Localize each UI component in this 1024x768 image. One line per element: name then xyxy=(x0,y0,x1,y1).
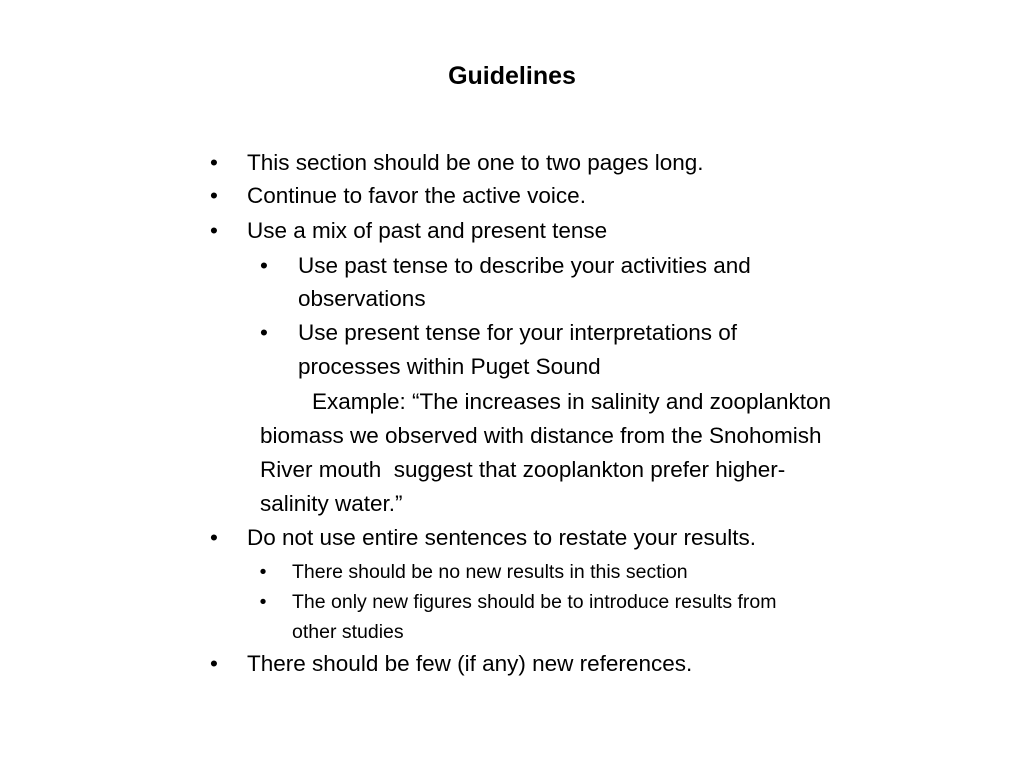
bullet-icon: • xyxy=(260,320,268,345)
bullet-text: Use present tense for your interpretations of xyxy=(298,320,737,345)
bullet-text: Use past tense to describe your activities and xyxy=(298,253,751,278)
bullet-text: observations xyxy=(298,286,426,311)
bullet-text: processes within Puget Sound xyxy=(298,354,601,379)
bullet-text: This section should be one to two pages long. xyxy=(247,150,704,175)
bullet-icon: • xyxy=(210,218,218,243)
bullet-text: There should be few (if any) new references. xyxy=(247,651,693,676)
bullet-text: There should be no new results in this section xyxy=(292,561,688,583)
bullet-text: other studies xyxy=(292,621,404,643)
example-text: Example: “The increases in salinity and zooplankton xyxy=(312,389,832,414)
bullet-icon: • xyxy=(259,591,267,613)
example-text: River mouth suggest that zooplankton prefer higher- xyxy=(260,457,786,482)
bullet-icon: • xyxy=(210,651,218,676)
example-text: biomass we observed with distance from the Snohomish xyxy=(260,423,822,448)
bullet-text: Do not use entire sentences to restate your results. xyxy=(247,525,757,550)
bullet-text: Use a mix of past and present tense xyxy=(247,218,608,243)
bullet-icon: • xyxy=(210,183,218,208)
example-text: salinity water.” xyxy=(260,491,403,516)
bullet-text: Continue to favor the active voice. xyxy=(247,183,586,208)
bullet-icon: • xyxy=(260,253,268,278)
bullet-icon: • xyxy=(259,561,267,583)
bullet-icon: • xyxy=(210,525,218,550)
slide-title: Guidelines xyxy=(448,62,576,90)
bullet-icon: • xyxy=(210,150,218,175)
bullet-text: The only new figures should be to introduce results from xyxy=(292,591,777,613)
